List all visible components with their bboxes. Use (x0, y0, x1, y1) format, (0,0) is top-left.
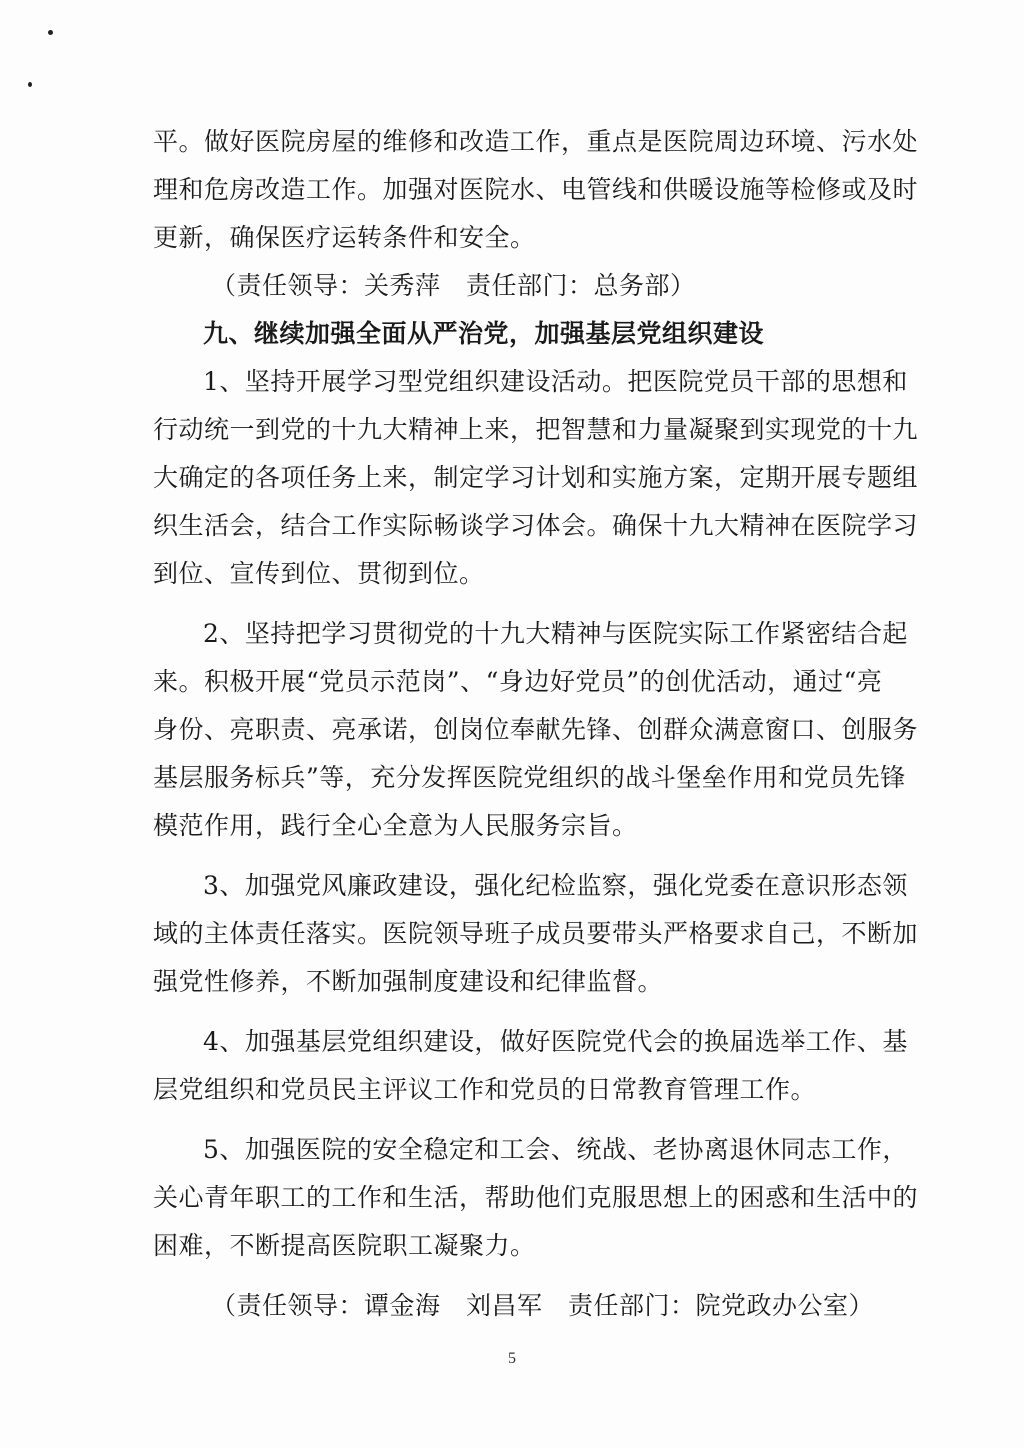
paragraph-line: 身份、亮职责、亮承诺，创岗位奉献先锋、创群众满意窗口、创服务 (153, 715, 919, 744)
paragraph-line: 层党组织和党员民主评议工作和党员的日常教育管理工作。 (153, 1075, 817, 1104)
paragraph-line: 3、加强党风廉政建设，强化纪检监察，强化党委在意识形态领 (203, 871, 908, 900)
paragraph-line: 行动统一到党的十九大精神上来，把智慧和力量凝聚到实现党的十九 (153, 415, 919, 444)
paragraph-line: 基层服务标兵”等，充分发挥医院党组织的战斗堡垒作用和党员先锋 (153, 763, 906, 792)
paragraph-line: 关心青年职工的工作和生活，帮助他们克服思想上的困惑和生活中的 (153, 1183, 919, 1212)
paragraph-line: 5、加强医院的安全稳定和工会、统战、老协离退休同志工作， (203, 1135, 908, 1164)
body-text (153, 118, 919, 1330)
paragraph-line: 困难，不断提高医院职工凝聚力。 (153, 1231, 536, 1260)
scan-speck (28, 82, 32, 87)
paragraph-line: 模范作用，践行全心全意为人民服务宗旨。 (153, 811, 638, 840)
paragraph-line: 平。做好医院房屋的维修和改造工作，重点是医院周边环境、污水处 (153, 127, 919, 156)
paragraph-line: 4、加强基层党组织建设，做好医院党代会的换届选举工作、基 (203, 1027, 908, 1056)
responsibility-line: （责任领导：谭金海 刘昌军 责任部门：院党政办公室） (211, 1291, 875, 1320)
scan-speck (48, 30, 53, 35)
paragraph-line: 织生活会，结合工作实际畅谈学习体会。确保十九大精神在医院学习 (153, 511, 919, 540)
paragraph-line: 理和危房改造工作。加强对医院水、电管线和供暖设施等检修或及时 (153, 175, 919, 204)
paragraph-line: 来。积极开展“党员示范岗”、“身边好党员”的创优活动，通过“亮 (153, 667, 883, 696)
responsibility-line: （责任领导：关秀萍 责任部门：总务部） (211, 271, 696, 300)
paragraph-line: 1、坚持开展学习型党组织建设活动。把医院党员干部的思想和 (203, 367, 908, 396)
paragraph-line: 2、坚持把学习贯彻党的十九大精神与医院实际工作紧密结合起 (203, 619, 908, 648)
paragraph-line: 强党性修养，不断加强制度建设和纪律监督。 (153, 967, 664, 996)
paragraph-line: 到位、宣传到位、贯彻到位。 (153, 559, 485, 588)
section-heading: 九、继续加强全面从严治党，加强基层党组织建设 (203, 319, 765, 348)
paragraph-line: 域的主体责任落实。医院领导班子成员要带头严格要求自己，不断加 (153, 919, 919, 948)
page-number: 5 (508, 1350, 516, 1367)
paragraph-line: 更新，确保医疗运转条件和安全。 (153, 223, 536, 252)
paragraph-line: 大确定的各项任务上来，制定学习计划和实施方案，定期开展专题组 (153, 463, 919, 492)
